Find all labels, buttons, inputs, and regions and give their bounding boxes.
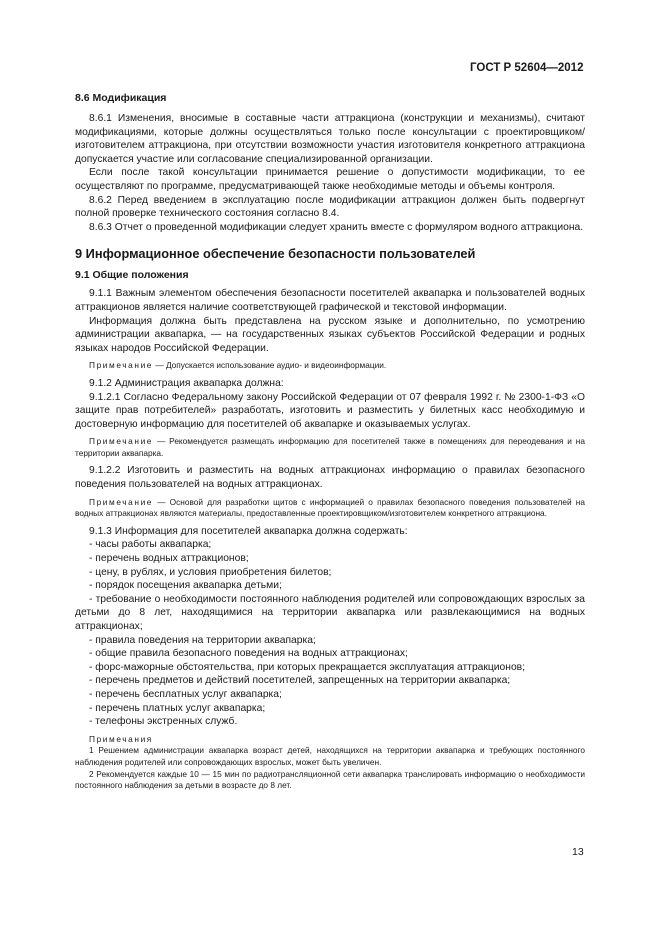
list-item: - перечень предметов и действий посетителей, запрещенных на территории аквапарка; <box>89 675 511 687</box>
note-3 <box>75 497 585 520</box>
paragraph-9-1-2-2: 9.1.2.2 Изготовить и разместить на водных аттракционах информацию о правилах безопасного поведения пользователей на водных аттракционах. <box>75 465 585 491</box>
list-item: - перечень водных аттракционов; <box>89 553 249 565</box>
list-item: - требование о необходимости постоянного наблюдения родителей или сопровождающих взрослых за детьми до 8 лет, находящимися на территории аквапарка или развлекающимися на водных аттракционах; <box>75 593 585 632</box>
paragraph-9-1-2-1: 9.1.2.1 Согласно Федеральному закону Российской Федерации от 07 февраля 1992 г. № 2300-1-ФЗ «О защите прав потребителей» разработать, изготовить и разместить у билетных касс необходимую и достоверную информацию для посетителей об аквапарке и оказываемых услугах. <box>75 391 585 430</box>
list-item: - перечень платных услуг аквапарка; <box>89 702 266 714</box>
paragraph-8-6-2: 8.6.2 Перед введением в эксплуатацию после модификации аттракцион должен быть подвергнут полной проверке технического состояния согласно 8.4. <box>75 194 585 220</box>
note-1 <box>75 360 585 372</box>
note-3-text: — Основой для разработки щитов с информацией о правилах безопасного поведения пользователей на водных аттракционах являются материалы, предоставленные проектировщиком/изготовителем конкретного аттракциона. <box>75 496 585 519</box>
note-2-label: Примечание <box>89 436 154 447</box>
note-item-2: 2 Рекомендуется каждые 10 — 15 мин по радиотрансляционной сети аквапарка транслировать информацию о необходимости постоянного наблюдения за детьми в возрасте до 8 лет. <box>75 768 585 791</box>
list-item: - правила поведения на территории аквапарка; <box>89 634 316 646</box>
page-number: 13 <box>572 846 584 858</box>
note-2-text: — Рекомендуется размещать информацию для посетителей также в помещениях для переодевания и на территории аквапарка. <box>75 436 585 458</box>
list-item: - общие правила безопасного поведения на водных аттракционах; <box>89 648 408 660</box>
list-item: - цену, в рублях, и условия приобретения билетов; <box>89 566 332 578</box>
paragraph-8-6-3: 8.6.3 Отчет о проведенной модификации следует хранить вместе с формуляром водного аттракциона. <box>89 221 584 233</box>
paragraph-9-1-2: 9.1.2 Администрация аквапарка должна: <box>89 377 284 389</box>
list-item: - перечень бесплатных услуг аквапарка; <box>89 688 282 700</box>
note-1-label: Примечание <box>89 360 154 371</box>
paragraph-8-6-1: 8.6.1 Изменения, вносимые в составные части аттракциона (конструкции и механизмы), считают модификациями, которые должны осуществляться только после консультации с проектировщиком/изготовителем аттракциона, при отсутствии возможности участия изготовителя конкретного аттракциона допускается участие или согласование специализированной организации. <box>75 113 585 165</box>
section-8-6-heading: 8.6 Модификация <box>75 92 167 104</box>
section-9-heading: 9 Информационное обеспечение безопасности пользователей <box>75 246 476 262</box>
document-code-header: ГОСТ Р 52604—2012 <box>470 62 584 74</box>
list-item: - телефоны экстренных служб. <box>89 716 238 728</box>
note-1-text: — Допускается использование аудио- и видеоинформации. <box>153 360 387 371</box>
page-content <box>75 92 585 792</box>
paragraph-8-6-1-cont: Если после такой консультации принимается решение о допустимости модификации, то ее осуществляют по программе, предусматривающей также необходимые методы и объемы контроля. <box>75 167 585 192</box>
paragraph-9-1-1: 9.1.1 Важным элементом обеспечения безопасности посетителей аквапарка и пользователей водных аттракционов является наличие соответствующей графической и текстовой информации. <box>75 288 585 313</box>
list-item: - форс-мажорные обстоятельства, при которых прекращается эксплуатация аттракционов; <box>89 661 526 673</box>
list-item: - порядок посещения аквапарка детьми; <box>89 580 282 592</box>
list-item: - часы работы аквапарка; <box>89 539 212 551</box>
note-item-1: 1 Решением администрации аквапарка возраст детей, находящихся на территории аквапарка и требующих постоянного наблюдения родителей или сопровождающих взрослых, может быть увеличен. <box>75 745 585 767</box>
paragraph-9-1-3: 9.1.3 Информация для посетителей аквапарка должна содержать: <box>89 525 408 537</box>
note-3-label: Примечание <box>89 496 154 507</box>
paragraph-languages: Информация должна быть представлена на русском языке и дополнительно, по усмотрению администрации аквапарка, — на государственных языках субъектов Российской Федерации и родных языках народов Российской Федерации. <box>75 315 585 354</box>
notes-heading: Примечания <box>89 733 153 744</box>
section-9-1-heading: 9.1 Общие положения <box>75 269 189 282</box>
note-2 <box>75 436 585 459</box>
